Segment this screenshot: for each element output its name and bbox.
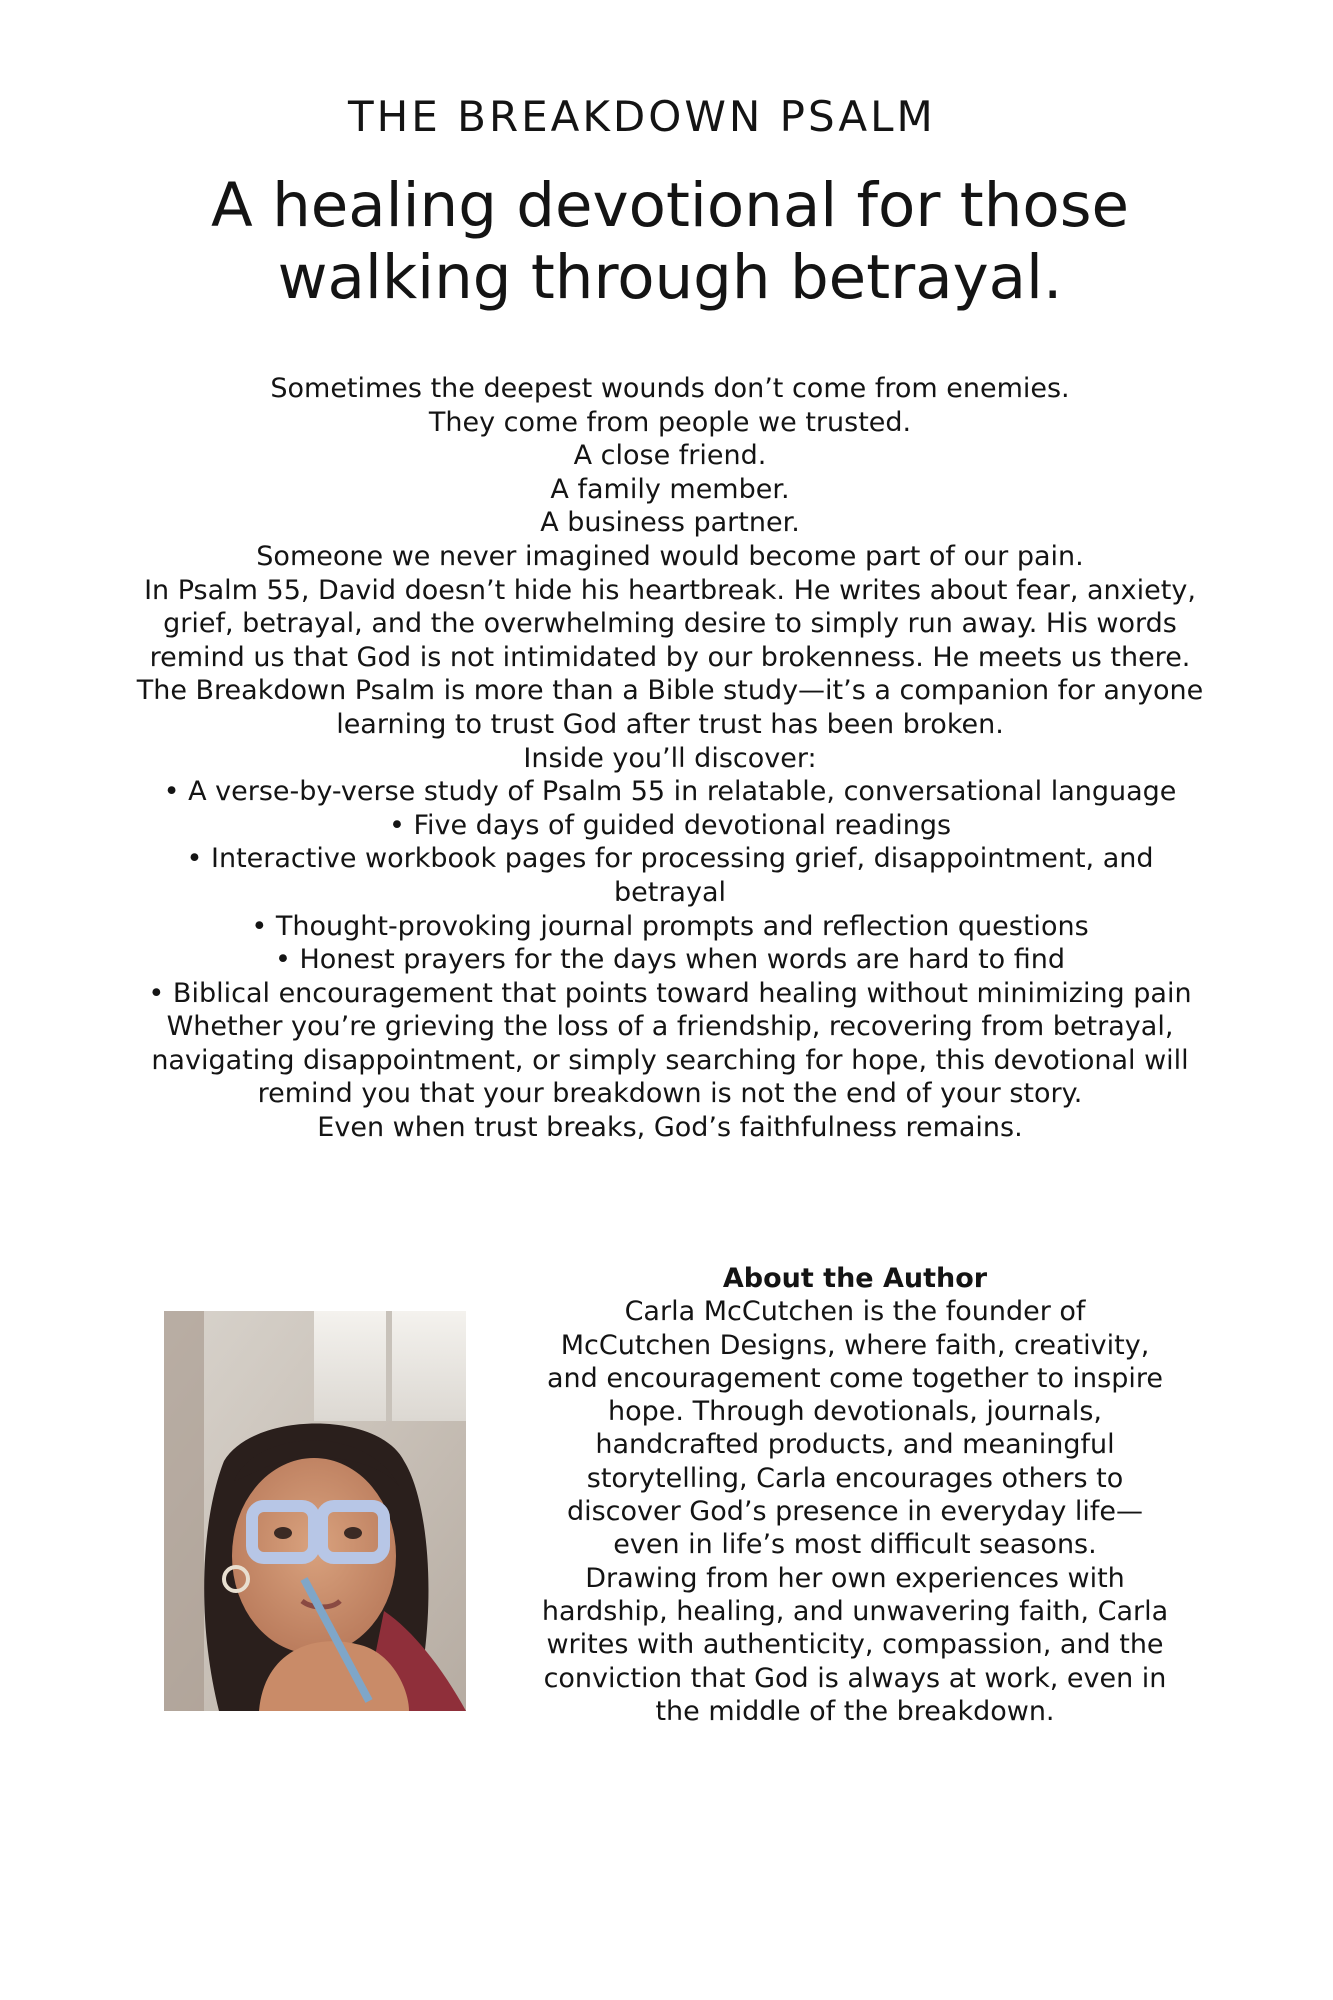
description-line: grief, betrayal, and the overwhelming desire to simply run away. His words: [163, 608, 1177, 640]
description-line: A close friend.: [573, 440, 767, 472]
book-description: [120, 372, 1220, 1145]
description-line: Someone we never imagined would become part of our pain.: [256, 540, 1084, 572]
series-title: THE BREAKDOWN PSALM: [348, 92, 936, 141]
author-bio-line: the middle of the breakdown.: [655, 1695, 1055, 1727]
author-bio-line: discover God’s presence in everyday life—: [566, 1496, 1144, 1528]
author-bio-line: conviction that God is always at work, even in: [543, 1662, 1167, 1694]
bullet-item: • Thought-provoking journal prompts and reflection questions: [251, 910, 1089, 942]
description-line: The Breakdown Psalm is more than a Bible study—it’s a companion for anyone: [136, 675, 1204, 707]
bullet-item: • Biblical encouragement that points toward healing without minimizing pain: [148, 977, 1192, 1009]
description-line: navigating disappointment, or simply searching for hope, this devotional will: [151, 1044, 1189, 1076]
bullet-item: • Five days of guided devotional readings: [388, 809, 952, 841]
bullet-item-continuation: betrayal: [613, 876, 726, 908]
author-bio-line: and encouragement come together to inspire: [546, 1362, 1163, 1394]
description-line: Even when trust breaks, God’s faithfulness remains.: [317, 1112, 1023, 1144]
author-bio-line: Drawing from her own experiences with: [585, 1562, 1125, 1594]
description-line: Inside you’ll discover:: [523, 742, 817, 774]
description-line: learning to trust God after trust has been broken.: [336, 708, 1004, 740]
bullet-item: • Honest prayers for the days when words are hard to find: [274, 944, 1066, 976]
description-line: Whether you’re grieving the loss of a friendship, recovering from betrayal,: [166, 1011, 1174, 1043]
about-the-author: [540, 1262, 1170, 1728]
about-author-heading: About the Author: [722, 1263, 988, 1294]
description-line: In Psalm 55, David doesn’t hide his heartbreak. He writes about fear, anxiety,: [144, 574, 1196, 606]
author-bio-line: even in life’s most difficult seasons.: [613, 1529, 1097, 1561]
author-bio-line: Carla McCutchen is the founder of: [624, 1296, 1086, 1328]
author-bio-line: handcrafted products, and meaningful: [595, 1429, 1115, 1461]
subtitle-line: A healing devotional for those: [210, 170, 1130, 241]
description-line: They come from people we trusted.: [428, 406, 912, 438]
subtitle-line: walking through betrayal.: [277, 242, 1063, 313]
subtitle: [120, 170, 1220, 314]
description-line: A business partner.: [540, 507, 800, 539]
description-line: remind us that God is not intimidated by our brokenness. He meets us there.: [149, 641, 1191, 673]
description-line: remind you that your breakdown is not the end of your story.: [257, 1078, 1083, 1110]
bullet-item: • Interactive workbook pages for processing grief, disappointment, and: [186, 843, 1154, 875]
author-bio-line: storytelling, Carla encourages others to: [586, 1462, 1124, 1494]
author-bio-line: McCutchen Designs, where faith, creativity,: [560, 1329, 1150, 1361]
description-line: A family member.: [550, 473, 790, 505]
bullet-item: • A verse-by-verse study of Psalm 55 in relatable, conversational language: [163, 776, 1177, 808]
description-line: Sometimes the deepest wounds don’t come from enemies.: [270, 373, 1070, 404]
author-bio-line: writes with authenticity, compassion, and the: [546, 1629, 1164, 1661]
author-photo: [164, 1311, 466, 1711]
author-portrait-illustration: [164, 1311, 466, 1711]
author-bio-line: hardship, healing, and unwavering faith, Carla: [541, 1595, 1169, 1627]
author-bio-line: hope. Through devotionals, journals,: [608, 1396, 1102, 1428]
